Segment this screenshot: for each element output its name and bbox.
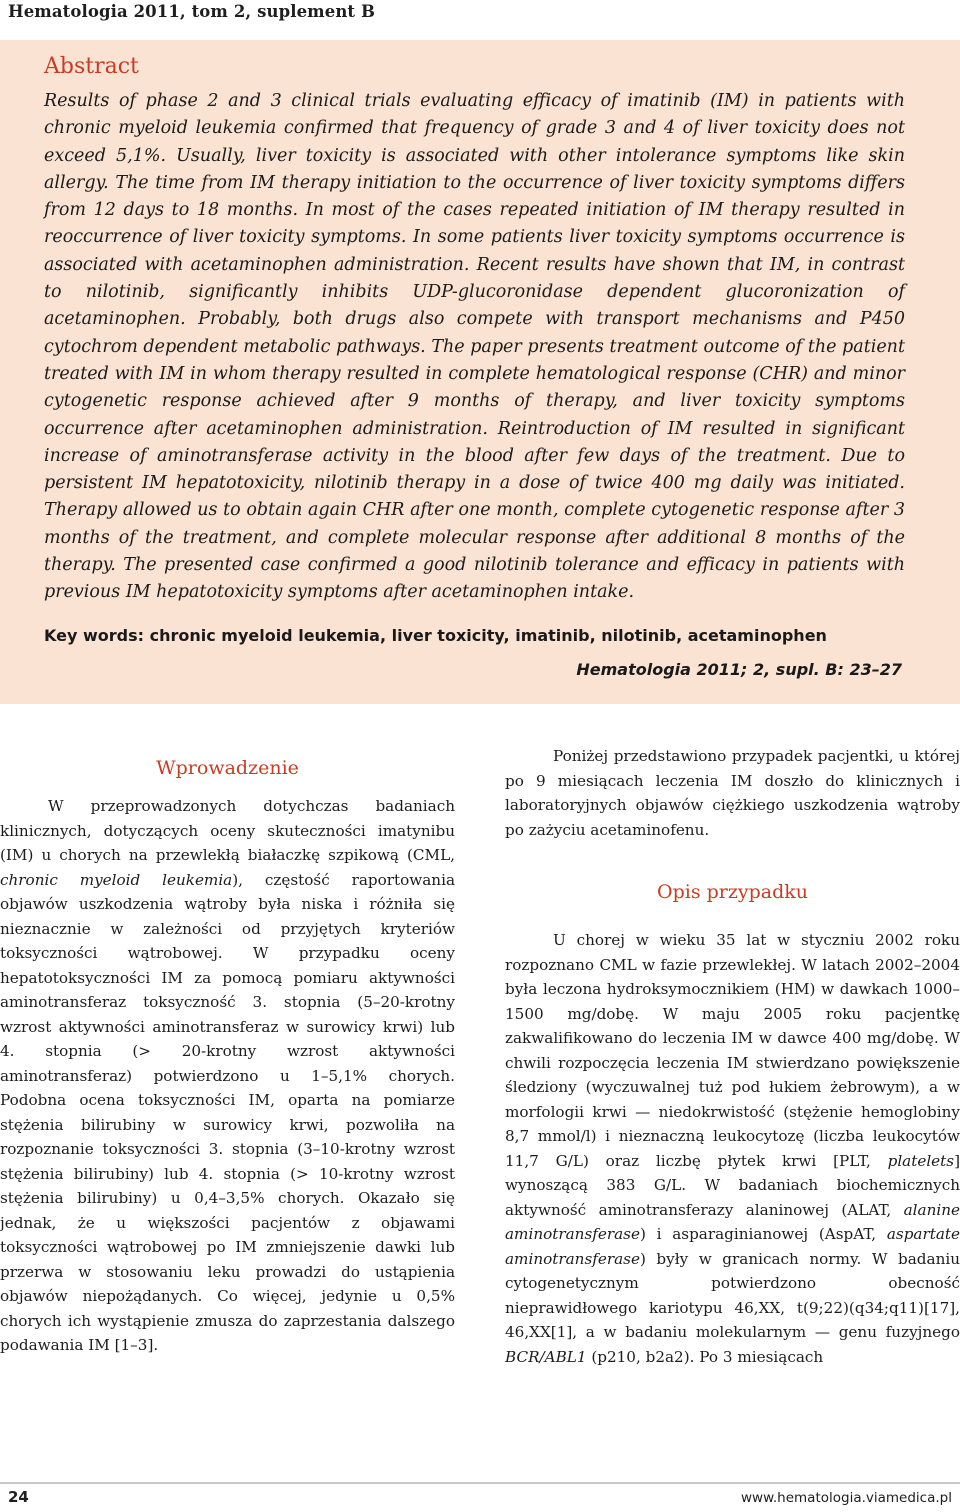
intro-paragraph — [0, 794, 455, 1358]
right-column — [505, 744, 960, 1369]
case-italic-gene: BCR/ABL1 — [505, 1347, 587, 1366]
case-italic-alat: alanine aminotransferase — [505, 1200, 960, 1243]
footer-rule — [0, 1482, 960, 1484]
case-italic-aspat: aspartate aminotransferase — [505, 1225, 960, 1268]
case-text-e: (p210, b2a2). Po 3 miesiącach — [586, 1347, 824, 1366]
abstract-heading: Abstract — [44, 54, 139, 79]
left-column — [0, 744, 455, 1358]
case-italic-platelets: platelets — [887, 1151, 955, 1170]
case-text-b: ] wynoszącą 383 G/L. W badaniach biochemicznych aktywność aminotransferazy alaninowej (ALAT, — [505, 1151, 960, 1219]
intro-text-b: ), częstość raportowania objawów uszkodzenia wątroby była niska i różniła się nieznacznie w zależności od przyjętych kryteriów toksyczności wątrobowej. W przypadku oceny hepatotoksyczności IM za pomocą pomiaru aktywności aminotransferaz toksyczność 3. stopnia (5–20-krotny wzrost aktywności aminotransferaz w surowicy krwi) lub 4. stopnia (> 20-krotny wzrost aktywności aminotransferaz) potwierdzono u 1–5,1% chorych. Podobna ocena toksyczności IM, oparta na pomiarze stężenia bilirubiny w surowicy krwi, pozwoliła na rozpoznanie toksyczności 3. stopnia (3–10-krotny wzrost stężenia bilirubiny) lub 4. stopnia (> 10-krotny wzrost stężenia bilirubiny) u 0,4–3,5% chorych. Okazało się jednak, że u większości pacjentów z objawami toksyczności wątrobowej po IM zmniejszenie dawki lub przerwa w stosowaniu leku prowadzi do ustąpienia objawów niepożądanych. Co więcej, jedynie u 0,5% chorych ich wystąpienie zmusza do zaprzestania dalszego podawania IM [1–3]. — [0, 870, 455, 1354]
abstract-text: Results of phase 2 and 3 clinical trials evaluating efficacy of imatinib (IM) in patients with chronic myeloid leukemia confirmed that frequency of grade 3 and 4 of liver toxicity does not exceed 5,1%. Usually, liver toxicity is associated with other intolerance symptoms like skin allergy. The time from IM therapy initiation to the occurrence of liver toxicity symptoms differs from 12 days to 18 months. In most of the cases repeated initiation of IM therapy resulted in reoccurrence of liver toxicity symptoms. In some patients liver toxicity symptoms occurrence is associated with acetaminophen administration. Recent results have shown that IM, in contrast to nilotinib, significantly inhibits UDP-glucoronidase dependent glucoronization of acetaminophen. Probably, both drugs also compete with transport mechanisms and P450 cytochrom dependent metabolic pathways. The paper presents treatment outcome of the patient treated with IM in whom therapy resulted in complete hematological response (CHR) and minor cytogenetic response achieved after 9 months of therapy, and liver toxicity symptoms occurrence after acetaminophen administration. Reintroduction of IM resulted in significant increase of aminotransferase activity in the blood after few days of the treatment. Due to persistent IM hepatotoxicity, nilotinib therapy in a dose of twice 400 mg daily was initiated. Therapy allowed us to obtain again CHR after one month, complete cytogenetic response after 3 months of the treatment, and complete molecular response after additional 8 months of the therapy. The presented case confirmed a good nilotinib tolerance and efficacy in patients with previous IM hepatotoxicity symptoms after acetaminophen intake. — [44, 91, 905, 603]
intro-paragraph-2: Poniżej przedstawiono przypadek pacjentki, u której po 9 miesiącach leczenia IM doszło do klinicznych i laboratoryjnych objawów ciężkiego uszkodzenia wątroby po zażyciu acetaminofenu. — [505, 747, 960, 839]
case-text-d: ) były w granicach normy. W badaniu cytogenetycznym potwierdzono obecność nieprawidłowego kariotypu 46,XX, t(9;22)(q34;q11)[17], 46,XX[1], a w badaniu molekularnym — genu fuzyjnego — [505, 1249, 960, 1341]
case-text-a: U chorej w wieku 35 lat w styczniu 2002 roku rozpoznano CML w fazie przewlekłej. W latach 2002–2004 była leczona hydroksymocznikiem (HM) w dawkach 1000–1500 mg/dobę. W maju 2005 roku pacjentkę zakwalifikowano do leczenia IM w dawce 400 mg/dobę. W chwili rozpoczęcia leczenia IM stwierdzano powiększenie śledziony (wyczuwalnej tuż pod łukiem żebrowym), a w morfologii krwi — niedokrwistość (stężenie hemoglobiny 8,7 mmol/l) i nieznaczną leukocytozę (liczba leukocytów 11,7 G/L) oraz liczbę płytek krwi [PLT, — [505, 931, 960, 1170]
page-number: 24 — [8, 1488, 29, 1506]
intro-heading: Wprowadzenie — [156, 757, 299, 779]
case-heading: Opis przypadku — [657, 881, 808, 903]
citation: Hematologia 2011; 2, supl. B: 23–27 — [576, 660, 902, 679]
keywords: Key words: chronic myeloid leukemia, liver toxicity, imatinib, nilotinib, acetaminophen — [44, 626, 827, 645]
case-text-c: ) i asparaginianowej (AspAT, — [639, 1225, 887, 1243]
website-link[interactable]: www.hematologia.viamedica.pl — [740, 1490, 952, 1506]
case-paragraph — [505, 928, 960, 1369]
intro-text-a: W przeprowadzonych dotychczas badaniach klinicznych, dotyczących oceny skuteczności imatynibu (IM) u chorych na przewlekłą białaczkę szpikową (CML, — [0, 797, 455, 864]
journal-header: Hematologia 2011, tom 2, suplement B — [8, 2, 376, 21]
intro-italic-term: chronic myeloid leukemia — [0, 870, 233, 889]
